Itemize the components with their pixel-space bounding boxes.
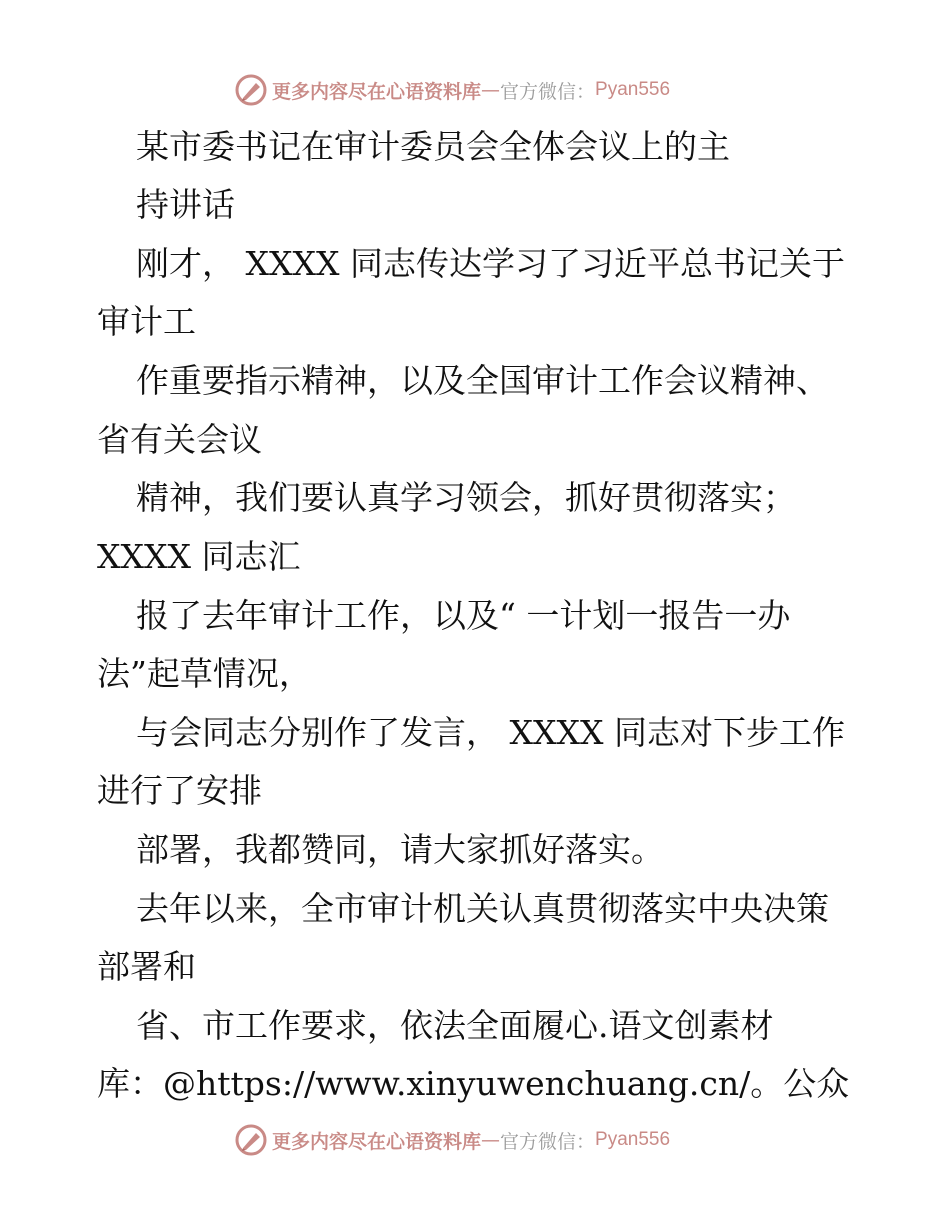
text-line: 进行了安排 bbox=[97, 771, 262, 810]
text-line: 精神，我们要认真学习领会，抓好贯彻落实； bbox=[136, 478, 796, 517]
text-line: 报了去年审计工作，以及“ 一计划一报告一办 bbox=[136, 596, 791, 635]
text-line: XXXX 同志汇 bbox=[97, 537, 301, 576]
text-line: 作重要指示精神，以及全国审计工作会议精神、 bbox=[136, 361, 829, 400]
text-line: 持讲话 bbox=[136, 185, 235, 224]
text-line: 部署和 bbox=[97, 947, 196, 986]
watermark-site-text: 更多内容尽在心语资料库 bbox=[272, 1130, 482, 1153]
text-line: 部署，我都赞同，请大家抓好落实。 bbox=[136, 830, 664, 869]
text-line: 某市委书记在审计委员会全体会议上的主 bbox=[136, 127, 730, 166]
text-line: 去年以来，全市审计机关认真贯彻落实中央决策 bbox=[136, 889, 829, 928]
text-line: 与会同志分别作了发言， XXXX 同志对下步工作 bbox=[136, 713, 845, 752]
watermark-dash: — bbox=[481, 79, 501, 101]
text-line: 省有关会议 bbox=[97, 420, 262, 459]
watermark-official-label: 官方微信： bbox=[500, 80, 596, 103]
text-line: 库：@https://www.xinyuwenchuang.cn/。公众 bbox=[97, 1064, 850, 1103]
watermark-header bbox=[234, 72, 670, 108]
pen-nib-logo-icon bbox=[234, 1123, 268, 1157]
watermark-official-label: 官方微信： bbox=[500, 1130, 596, 1153]
watermark-wechat-id: Pyan556 bbox=[595, 79, 671, 100]
text-line: 法”起草情况， bbox=[97, 654, 312, 693]
text-line: 刚才， XXXX 同志传达学习了习近平总书记关于 bbox=[136, 244, 845, 283]
text-line: 省、市工作要求，依法全面履心.语文创素材 bbox=[136, 1006, 774, 1045]
text-line: 审计工 bbox=[97, 302, 196, 341]
watermark-site-text: 更多内容尽在心语资料库 bbox=[272, 80, 482, 103]
pen-nib-logo-icon bbox=[234, 73, 268, 107]
watermark-dash: — bbox=[481, 1129, 501, 1151]
watermark-footer bbox=[234, 1122, 670, 1158]
watermark-wechat-id: Pyan556 bbox=[595, 1129, 671, 1150]
